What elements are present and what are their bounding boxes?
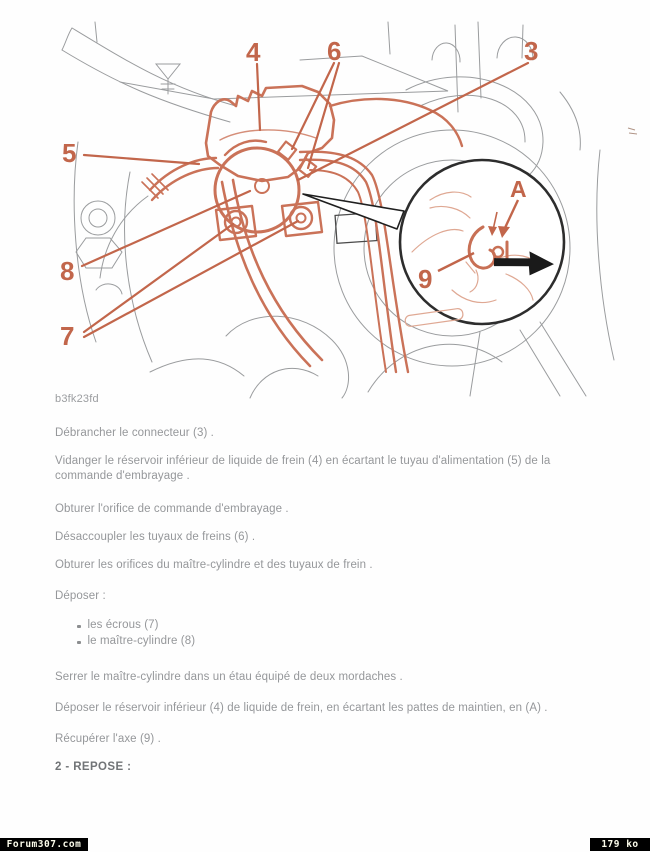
detail-inset	[400, 160, 564, 327]
callout-6: 6	[327, 36, 342, 66]
detail-circle	[400, 160, 564, 324]
scan-smudge	[628, 128, 637, 134]
list-item	[77, 619, 195, 635]
bullet-marker	[77, 641, 81, 645]
callout-7: 7	[60, 321, 75, 351]
callout-8: 8	[60, 256, 75, 286]
callout-9: 9	[418, 264, 433, 294]
instruction-paragraph: Vidanger le réservoir inférieur de liquide de frein (4) en écartant le tuyau d'alimentation (5) de la commande d'embrayage .	[55, 455, 551, 482]
instruction-paragraph: Obturer l'orifice de commande d'embrayage .	[55, 503, 289, 515]
list-item	[77, 635, 195, 651]
instruction-paragraph: Désaccoupler les tuyaux de freins (6) .	[55, 531, 256, 543]
section-heading-repose: 2 - REPOSE :	[55, 761, 132, 773]
instruction-paragraph: Déposer le réservoir inférieur (4) de liquide de frein, en écartant les pattes de maintien, en (A) .	[55, 702, 548, 714]
instruction-paragraph: Obturer les orifices du maître-cylindre et des tuyaux de frein .	[55, 559, 373, 571]
watermark-site: Forum307.com	[0, 838, 88, 851]
filesize-badge: 179 ko	[590, 838, 650, 851]
bullet-marker	[77, 625, 81, 629]
figure-code-caption: b3fk23fd	[55, 393, 99, 405]
instruction-paragraph: Serrer le maître-cylindre dans un étau équipé de deux mordaches .	[55, 671, 403, 683]
callout-5: 5	[62, 138, 77, 168]
list-item-label: le maître-cylindre (8)	[87, 635, 196, 647]
callout-3: 3	[524, 36, 539, 66]
instruction-paragraph: Débrancher le connecteur (3) .	[55, 427, 214, 439]
removal-items-list	[77, 619, 195, 651]
list-item-label: les écrous (7)	[87, 619, 159, 631]
instruction-paragraph: Déposer :	[55, 590, 106, 602]
callout-A: A	[510, 176, 527, 202]
instruction-paragraph: Récupérer l'axe (9) .	[55, 733, 161, 745]
technical-diagram	[0, 0, 650, 400]
callout-4: 4	[246, 37, 261, 67]
